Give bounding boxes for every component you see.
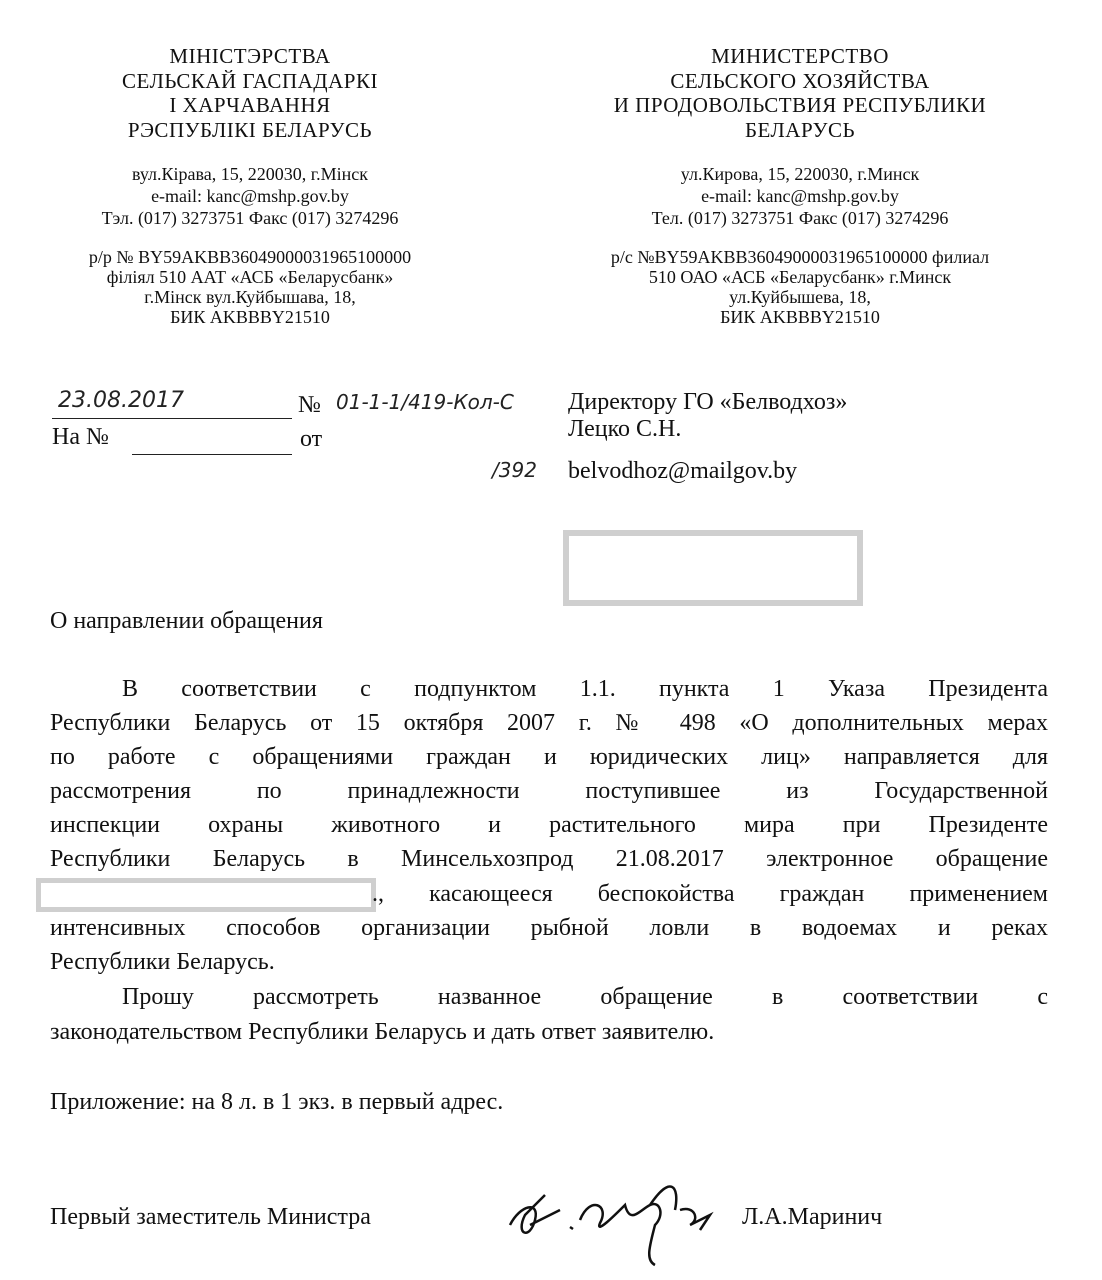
signatory-position: Первый заместитель Министра [50, 1204, 371, 1230]
header-line: МИНИСТЕРСТВО [711, 44, 889, 68]
address-line: вул.Кірава, 15, 220030, г.Мінск [131, 164, 369, 184]
recipient-title: Директору ГО «Белводхоз» [568, 389, 848, 415]
body-line: инспекции охраны животного и растительного мира при Президенте [50, 812, 1048, 838]
recipient-name: Лецко С.Н. [568, 416, 682, 442]
header-line: СЕЛЬСКАЙ ГАСПАДАРКІ [122, 68, 378, 93]
bank-line: ул.Куйбышева, 18, [729, 287, 871, 307]
reply-date-label: от [300, 426, 323, 452]
reply-number-blank [132, 430, 292, 455]
header-ru-title [590, 44, 1010, 142]
body-line: В соответствии с подпунктом 1.1. пункта 1 Указа Президента [122, 676, 1048, 702]
bank-line: р/р № BY59AKBB36049000031965100000 [88, 247, 412, 267]
header-ru-address [590, 163, 1010, 229]
header-line: МІНІСТЭРСТВА [169, 44, 331, 68]
signatory-name: Л.А.Маринич [742, 1204, 883, 1230]
bank-line: БИК AKBBBY21510 [720, 307, 880, 327]
body-line: рассмотрения по принадлежности поступившее из Государственной [50, 778, 1048, 804]
header-line: І ХАРЧАВАННЯ [169, 93, 331, 117]
body-line: интенсивных способов организации рыбной ловли в водоемах и реках [50, 915, 1048, 941]
attachment-line: Приложение: на 8 л. в 1 экз. в первый адрес. [50, 1089, 504, 1115]
handwritten-signature [500, 1165, 740, 1270]
address-line: ул.Кирова, 15, 220030, г.Минск [680, 164, 920, 184]
bank-line: р/с №BY59AKBB36049000031965100000 филиал [610, 247, 990, 267]
date-field [52, 388, 292, 419]
phone-line: Тэл. (017) 3273751 Факс (017) 3274296 [101, 208, 399, 228]
bank-line: г.Мінск вул.Куйбышава, 18, [144, 287, 356, 307]
bank-line: 510 ОАО «АСБ «Беларусбанк» г.Минск [648, 267, 952, 287]
email-line: e-mail: kanc@mshp.gov.by [701, 186, 899, 206]
body-line: Республики Беларусь. [50, 949, 275, 975]
bank-line: БИК AKBBBY21510 [170, 307, 330, 327]
header-line: СЕЛЬСКОГО ХОЗЯЙСТВА [670, 68, 930, 93]
body-line: по работе с обращениями граждан и юридических лиц» направляется для [50, 744, 1048, 770]
number-handwritten-2: /392 [492, 458, 537, 482]
body-line: Республики Беларусь от 15 октября 2007 г. № 498 «О дополнительных мерах [50, 710, 1048, 736]
body-line: Республики Беларусь в Минсельхозпрод 21.08.2017 электронное обращение [50, 846, 1048, 872]
reply-number-label: На № [52, 424, 109, 450]
header-line: БЕЛАРУСЬ [744, 117, 856, 142]
header-by-address [40, 163, 460, 229]
phone-line: Тел. (017) 3273751 Факс (017) 3274296 [651, 208, 949, 228]
number-handwritten: 01-1-1/419-Кол-С [336, 390, 514, 414]
date-handwritten: 23.08.2017 [58, 388, 184, 413]
body-line: законодательством Республики Беларусь и дать ответ заявителю. [50, 1019, 715, 1045]
body-line: Прошу рассмотреть названное обращение в соответствии с [122, 984, 1048, 1010]
bank-line: філіял 510 ААТ «АСБ «Беларусбанк» [106, 267, 394, 287]
email-line: e-mail: kanc@mshp.gov.by [151, 186, 349, 206]
redacted-box [563, 530, 863, 606]
header-line: И ПРОДОВОЛЬСТВИЯ РЕСПУБЛИКИ [613, 93, 987, 117]
header-line: РЭСПУБЛІКІ БЕЛАРУСЬ [127, 117, 373, 142]
number-label: № [298, 392, 321, 418]
body-line: ., касающееся беспокойства граждан применением [372, 881, 1048, 907]
redacted-name [36, 878, 376, 912]
header-by-bank [40, 247, 460, 327]
header-ru-bank [560, 247, 1040, 327]
header-by-title [60, 44, 440, 142]
subject-line: О направлении обращения [50, 608, 323, 634]
recipient-email: belvodhoz@mailgov.by [568, 458, 798, 484]
